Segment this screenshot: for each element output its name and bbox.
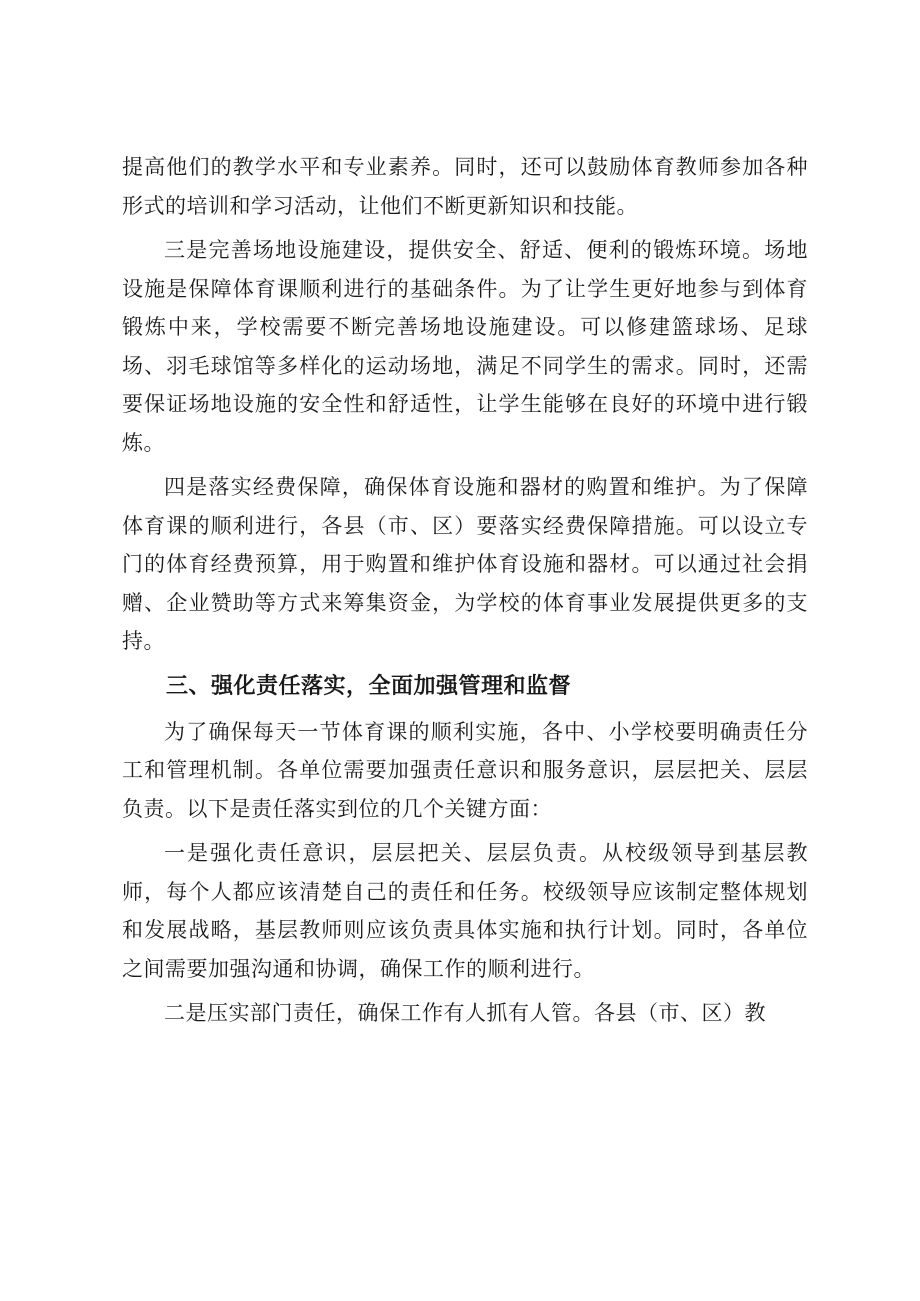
document-body	[122, 148, 808, 1039]
paragraph-continuation: 提高他们的教学水平和专业素养。同时，还可以鼓励体育教师参加各种形式的培训和学习活动，让他们不断更新知识和技能。	[122, 155, 808, 218]
paragraph-funding: 四是落实经费保障，确保体育设施和器材的购置和维护。为了保障体育课的顺利进行，各县（市、区）要落实经费保障措施。可以设立专门的体育经费预算，用于购置和维护体育设施和器材。可以通过社会捐赠、企业赞助等方式来筹集资金，为学校的体育事业发展提供更多的支持。	[122, 475, 808, 653]
section-heading: 三、强化责任落实，全面加强管理和监督	[166, 673, 572, 699]
paragraph-responsibility-intro: 为了确保每天一节体育课的顺利实施，各中、小学校要明确责任分工和管理机制。各单位需要加强责任意识和服务意识，层层把关、层层负责。以下是责任落实到位的几个关键方面：	[122, 719, 808, 821]
paragraph-department-responsibility: 二是压实部门责任，确保工作有人抓有人管。各县（市、区）教	[164, 1001, 766, 1025]
paragraph-facilities: 三是完善场地设施建设，提供安全、舒适、便利的锻炼环境。场地设施是保障体育课顺利进行的基础条件。为了让学生更好地参与到体育锻炼中来，学校需要不断完善场地设施建设。可以修建篮球场、足球场、羽毛球馆等多样化的运动场地，满足不同学生的需求。同时，还需要保证场地设施的安全性和舒适性，让学生能够在良好的环境中进行锻炼。	[122, 238, 808, 455]
paragraph-responsibility-awareness: 一是强化责任意识，层层把关、层层负责。从校级领导到基层教师，每个人都应该清楚自己的责任和任务。校级领导应该制定整体规划和发展战略，基层教师则应该负责具体实施和执行计划。同时，各单位之间需要加强沟通和协调，确保工作的顺利进行。	[122, 841, 808, 981]
